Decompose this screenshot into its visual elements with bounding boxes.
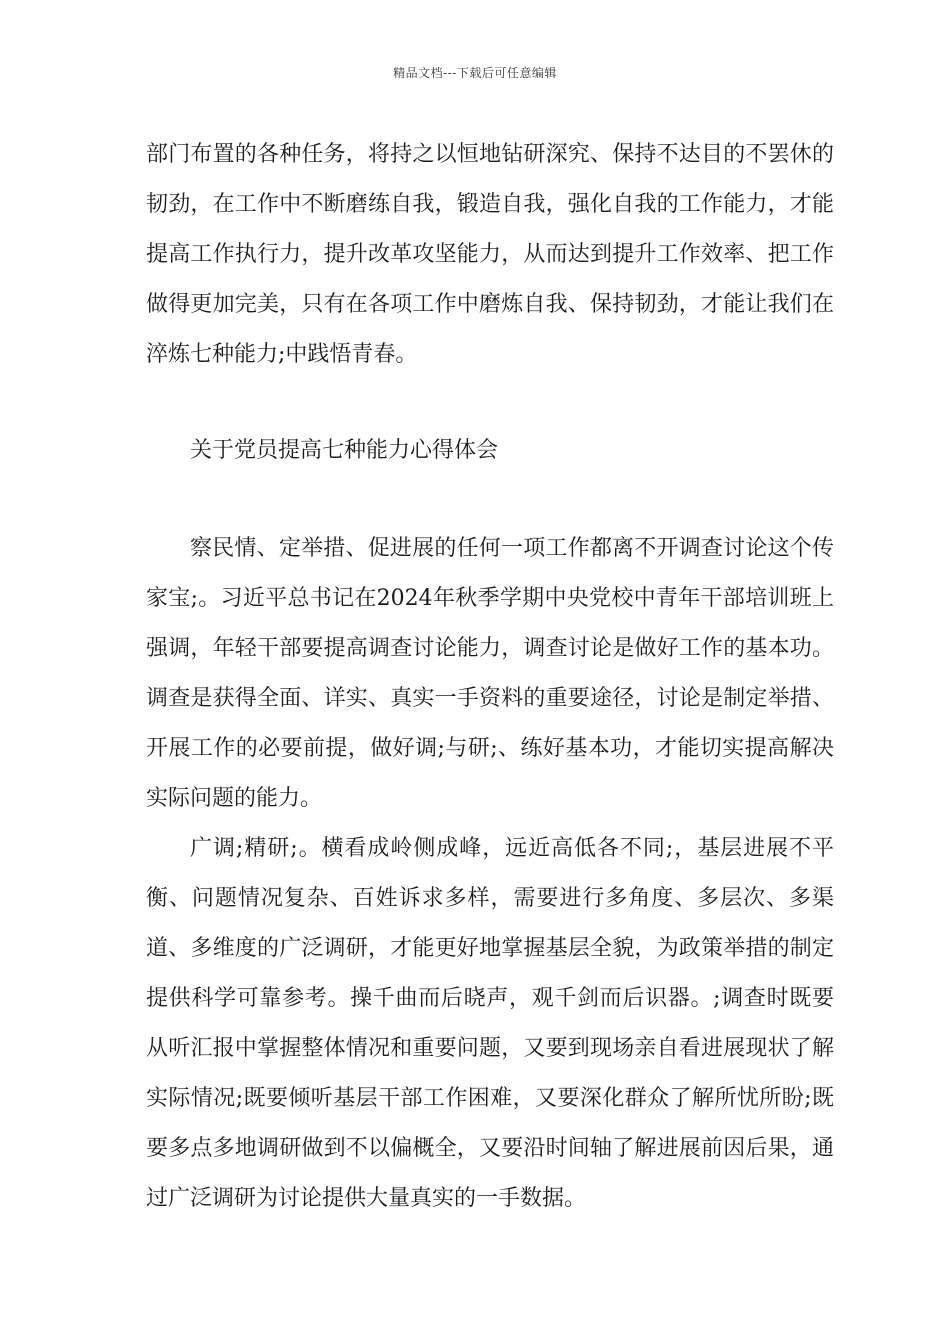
spacer (146, 476, 834, 524)
paragraph-research-intro: 察民情、定举措、促进展的任何一项工作都离不开调查讨论这个传家宝;。习近平总书记在2024年秋季学期中央党校中青年干部培训班上强调，年轻干部要提高调查讨论能力，调查讨论是做好工作的基本功。调查是获得全面、详实、真实一手资料的重要途径，讨论是制定举措、开展工作的必要前提，做好调;与研;、练好基本功，才能切实提高解决实际问题的能力。 (146, 536, 834, 811)
section-heading: 关于党员提高七种能力心得体会 (190, 438, 499, 463)
paragraph-broad-research: 广调;精研;。横看成岭侧成峰，远近高低各不同;，基层进展不平衡、问题情况复杂、百姓诉求多样，需要进行多角度、多层次、多渠道、多维度的广泛调研，才能更好地掌握基层全貌，为政策举措的制定提供科学可靠参考。操千曲而后晓声，观千剑而后识器。;调查时既要从听汇报中掌握整体情况和重要问题，又要到现场亲自看进展现状了解实际情况;既要倾听基层干部工作困难，又要深化群众了解所忧所盼;既要多点多地调研做到不以偏概全，又要沿时间轴了解进展前因后果，通过广泛调研为讨论提供大量真实的一手数据。 (146, 836, 834, 1211)
spacer (146, 380, 834, 426)
document-body (146, 130, 834, 1224)
page-header: 精品文档---下载后可任意编辑 (393, 66, 557, 80)
paragraph-continuation: 部门布置的各种任务，将持之以恒地钻研深究、保持不达目的不罢休的韧劲，在工作中不断磨练自我，锻造自我，强化自我的工作能力，才能提高工作执行力，提升改革攻坚能力，从而达到提升工作效率、把工作做得更加完美，只有在各项工作中磨炼自我、保持韧劲，才能让我们在淬炼七种能力;中践悟青春。 (146, 142, 834, 367)
